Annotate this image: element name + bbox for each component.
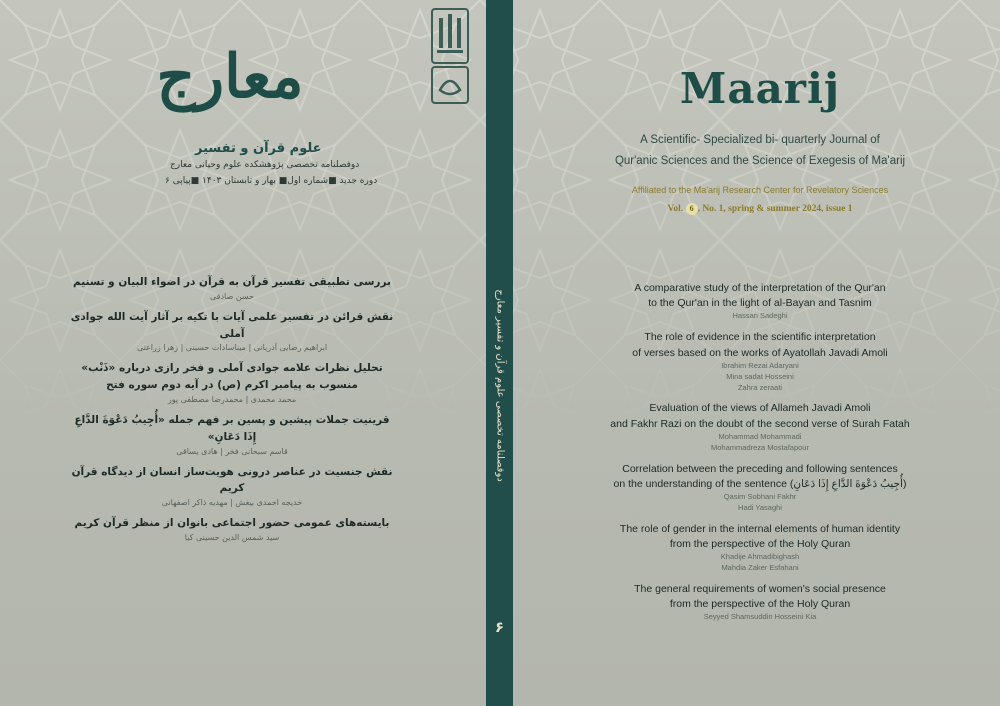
english-affiliation: Affiliated to the Ma'arij Research Center for Revelatory Sciences bbox=[631, 185, 889, 195]
persian-issue-line: دوره جدید ■شماره اول■ بهار و تابستان ۱۴۰۳ ■پیاپی ۶ bbox=[165, 176, 378, 186]
spine-text: دوفصلنامه تخصصی علوم قرآن و تفسیر معارج bbox=[494, 289, 505, 482]
english-article-author: Mohammad Mohammadi bbox=[718, 431, 802, 441]
persian-article bbox=[67, 464, 397, 510]
persian-article-list bbox=[67, 274, 397, 550]
english-article-author: Qasim Sobhani Fakhr bbox=[723, 492, 797, 501]
english-article-title-line1: The role of evidence in the scientific interpretation bbox=[644, 331, 876, 344]
persian-article-authors: خدیجه احمدی بیغش | مهدیه ذاکر اصفهانی bbox=[161, 498, 303, 508]
english-article-author: Ibrahim Rezai Adaryani bbox=[721, 360, 799, 370]
english-subtitle-line1: A Scientific- Specialized bi- quarterly Journal of bbox=[640, 134, 880, 146]
english-article-title-line2: from the perspective of the Holy Quran bbox=[669, 598, 851, 611]
persian-article bbox=[67, 412, 397, 458]
english-article-author: Hassan Sadeghi bbox=[732, 311, 788, 321]
english-article-title-line2: on the understanding of the sentence (أُجِیبُ دَعْوَةَ الدَّاعِ إِذَا دَعَانِ) bbox=[613, 477, 907, 490]
persian-article bbox=[67, 360, 397, 406]
persian-article-authors: ابراهیم رضایی آدریانی | میناسادات حسینی | زهرا زراعتی bbox=[136, 343, 328, 353]
english-article-author: Mohammadreza Mostafapour bbox=[711, 442, 809, 452]
english-article-title-line2: of verses based on the works of Ayatollah Javadi Amoli bbox=[632, 346, 888, 359]
volume-number-badge: 6 bbox=[686, 203, 698, 215]
institute-logo-icon bbox=[431, 8, 469, 64]
english-article-title-line1: Evaluation of the views of Allameh Javadi Amoli bbox=[649, 402, 871, 415]
english-article bbox=[580, 330, 940, 393]
english-article-title-line2: from the perspective of the Holy Quran bbox=[669, 537, 851, 550]
english-journal-title: Maarij bbox=[679, 64, 841, 113]
english-article bbox=[580, 462, 940, 514]
english-article-list bbox=[580, 281, 940, 631]
persian-article-title: نقش جنسیت در عناصر درونی هویت‌ساز انسان از دیدگاه قرآن کریم bbox=[71, 465, 393, 495]
english-article-author: Khadije Ahmadibighash bbox=[720, 552, 800, 562]
english-article-author: Mahdia Zaker Esfahani bbox=[721, 563, 799, 573]
english-article-title-line1: Correlation between the preceding and following sentences bbox=[622, 462, 898, 475]
persian-article-title: بررسی تطبیقی تفسیر قرآن به قرآن در اضواء البیان و تسنیم bbox=[73, 276, 391, 288]
persian-article-authors: محمد محمدی | محمدرضا مصطفی پور bbox=[167, 394, 297, 404]
english-article-author: Seyyed Shamsuddin Hosseini Kia bbox=[703, 612, 817, 622]
english-article bbox=[580, 401, 940, 453]
english-article bbox=[580, 522, 940, 574]
english-article bbox=[580, 281, 940, 322]
english-article-title-line1: The role of gender in the internal elements of human identity bbox=[619, 522, 901, 535]
persian-article-authors: سید شمس الدین حسینی کیا bbox=[184, 532, 280, 542]
persian-article-title: نقش قرائن در تفسیر علمی آیات با تکیه بر آثار آیت الله جوادی آملی bbox=[70, 310, 394, 340]
english-article-title-line1: The general requirements of women's social presence bbox=[634, 582, 886, 595]
journal-logo-icon bbox=[431, 66, 469, 104]
english-subtitle-line2: Qur'anic Sciences and the Science of Exegesis of Ma'arij bbox=[614, 155, 906, 167]
persian-article bbox=[67, 515, 397, 544]
book-spine bbox=[486, 0, 513, 706]
persian-journal-title: معارج bbox=[156, 42, 304, 112]
persian-article-title: قرینیت جملات پیشین و پسین بر فهم جمله «أُجِیبُ دَعْوَةَ الدَّاعِ إِذَا دَعَانِ» bbox=[74, 413, 390, 443]
persian-article-title: بایسته‌های عمومی حضور اجتماعی بانوان از منظر قرآن کریم bbox=[74, 517, 390, 530]
volume-prefix: Vol. bbox=[667, 204, 684, 214]
spine-issue-number: ۶ bbox=[494, 618, 505, 636]
english-article-title-line1: A comparative study of the interpretation of the Qur'an bbox=[634, 282, 886, 294]
persian-article bbox=[67, 274, 397, 303]
english-article-author: Mina sadat Hosseini bbox=[726, 371, 794, 381]
english-article-author: Zahra zeraati bbox=[737, 382, 783, 392]
persian-article-authors: قاسم سبحانی فخر | هادی یساقی bbox=[176, 446, 288, 456]
persian-article bbox=[67, 309, 397, 355]
volume-suffix: , No. 1, spring & summer 2024, issue 1 bbox=[697, 204, 853, 214]
persian-publisher-line: دوفصلنامه تخصصی پژوهشکده علوم وحیانی معارج bbox=[170, 160, 360, 170]
persian-article-authors: حسن صادقی bbox=[210, 291, 254, 301]
english-article bbox=[580, 582, 940, 623]
english-article-title-line2: and Fakhr Razi on the doubt of the second verse of Surah Fatah bbox=[610, 417, 910, 430]
english-volume-line bbox=[560, 203, 960, 215]
english-article-title-line2: to the Qur'an in the light of al-Bayan and Tasnim bbox=[648, 297, 872, 310]
persian-journal-subtitle: علوم قرآن و تفسیر bbox=[195, 141, 322, 156]
english-article-author: Hadi Yasaghi bbox=[738, 502, 782, 512]
persian-article-title: تحلیل نظرات علامه جوادی آملی و فخر رازی درباره «ذَنْب» منسوب به پیامبر اکرم (ص) در آیه دوم سوره فتح bbox=[81, 362, 383, 392]
